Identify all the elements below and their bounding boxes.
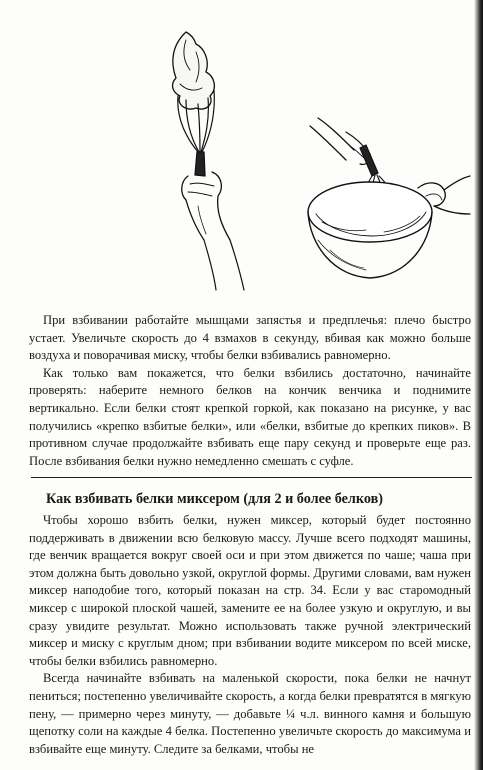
section-heading: Как взбивать белки миксером (для 2 и более белков) bbox=[46, 491, 383, 507]
whisking-illustration bbox=[0, 0, 483, 300]
paragraph: Чтобы хорошо взбить белки, нужен миксер, который будет постоянно поддерживать в движении всю белковую массу. Лучше всего подходят машины, где венчик вращается вокруг своей оси и при этом движется по чаше; чаша при этом должна быть довольно узкой, округлой формы. Другими словами, вам нужен миксер наподобие того, который показан на стр. 34. Если у вас старомодный миксер с широкой плоской чашей, замените ее на более узкую и округлую, и вы сразу увидите результат. Можно использовать также ручной электрический миксер и миску с круглым дном; при взбивании водите миксером по всей миске, чтобы белки взбились равномерно. bbox=[29, 513, 471, 668]
page-edge-shadow bbox=[474, 0, 483, 770]
section2-text bbox=[29, 512, 471, 758]
paragraph: При взбивании работайте мышцами запястья и предплечья: плечо быстро устает. Увеличьте скорость до 4 взмахов в секунду, вбивая как можно больше воздуха и поворачивая миску, чтобы белки взбивались равномерно. bbox=[29, 313, 471, 363]
section1-text bbox=[29, 312, 471, 470]
paragraph: Как только вам покажется, что белки взбились достаточно, начинайте проверять: наберите немного белков на кончик венчика и поднимите вертикально. Если белки стоят крепкой горкой, как показано на рисунке, у вас получились «крепко взбитые белки», или «белки, взбитые до крепких пиков». В противном случае продолжайте взбивать еще пару секунд и проверьте еще раз. После взбивания белки нужно немедленно смешать с суфле. bbox=[29, 365, 471, 468]
paragraph: Всегда начинайте взбивать на маленькой скорости, пока белки не начнут пениться; постепенно увеличивайте скорость, а когда белки превратятся в мягкую пену, — примерно через минуту, — добавьте ¼ ч.л. винного камня и большую щепотку соли на каждые 4 белка. Постепенно увеличьте скорость до максимума и взбивайте еще минуту. Следите за белками, чтобы не bbox=[29, 671, 471, 756]
section-divider bbox=[31, 477, 472, 478]
bowl-whisking-figure bbox=[308, 118, 470, 278]
hand-with-whisk-figure bbox=[173, 32, 244, 290]
